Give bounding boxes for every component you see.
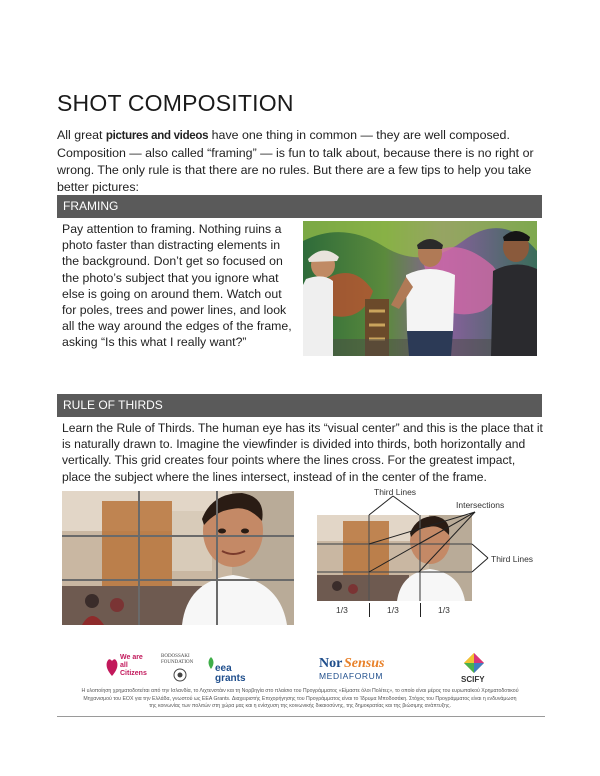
diagram-label-intersections: Intersections — [456, 500, 505, 510]
intro-paragraph — [57, 127, 545, 196]
logo-scify — [459, 652, 489, 688]
logo-we-are-text: We are — [120, 654, 143, 661]
logo-all-text: all — [120, 662, 128, 669]
heart-hand-icon — [105, 656, 119, 678]
bodossaki-emblem-icon — [173, 668, 187, 682]
diagram-third-label: 1/3 — [438, 605, 450, 615]
logo-nor-text: Nor — [319, 656, 343, 671]
logo-citizens-text: Citizens — [120, 670, 147, 677]
logo-eea-grants — [205, 654, 245, 686]
intro-emphasis: pictures and videos — [105, 130, 209, 142]
rule-of-thirds-grid-photo — [62, 491, 294, 625]
diagram-third-label: 1/3 — [387, 605, 399, 615]
logo-bodossaki-foundation — [161, 654, 203, 684]
diagram-label-third-lines-top: Third Lines — [374, 487, 417, 497]
scify-diamond-icon — [463, 652, 485, 674]
logo-eea-text: eea — [215, 663, 232, 674]
logo-sensus-text: Sensus — [344, 656, 385, 671]
footer-logos — [57, 652, 545, 688]
section-heading-framing: FRAMING — [57, 195, 542, 218]
intro-text-1: All great — [57, 128, 106, 142]
footer-disclaimer: Η υλοποίηση χρηματοδοτείται από την Ισλανδία, το Λιχτενστάιν και τη Νορβηγία στο πλαίσιο του Προγράμματος «Είμαστε όλοι Πολίτες», το οποίο είναι μέρος του ευρωπαϊκού Χρηματοδοτικού Μηχανισμού του ΕΟΧ για την Ελλάδα, γνωστού ως EEA Grants. Διαχειριστής Επιχορήγησης του Προγράμματος είναι το Ίδρυμα Μποδοσάκη. Στόχος του Προγράμματος είναι η ενδυνάμωση της κοινωνίας των πολιτών στη χώρα μας και η ενίσχυση της κοινωνικής δικαιοσύνης, της δημοκρατίας και της βιώσιμης ανάπτυξης. — [81, 688, 519, 709]
logo-norsensus-mediaforum — [319, 656, 399, 684]
logo-bodossaki-text: BODOSSAKI — [161, 654, 190, 659]
framing-body: Pay attention to framing. Nothing ruins a photo faster than distracting elements in the background. Don’t get so focused on the photo’s subject that you ignore what else is going on around them. Watch out for poles, trees and power lines, and look all the way around the edges of the frame, asking “Is this what I really want?” — [62, 222, 292, 350]
intro-text-2: have one thing in common — they are well composed. Composition — also called “framing” — is fun to talk about, because there is no right or wrong. The only rule is that there are no rules. But there are a few tips to help you take better pictures: — [57, 128, 534, 194]
logo-mediaforum-text: MEDIAFORUM — [319, 671, 384, 681]
diagram-third-divider — [420, 603, 421, 617]
rule-of-thirds-body: Learn the Rule of Thirds. The human eye has its “visual center” and this is the place that it is naturally drawn to. Imagine the viewfinder is divided into thirds, both horizontally and vertically. This grid creates four points where the lines cross. For the greatest impact, place the subject where the lines intersect, instead of in the center of the frame. — [62, 421, 543, 484]
logo-grants-text: grants — [215, 673, 246, 684]
framing-photo-illustration — [303, 221, 537, 356]
logo-we-are-all-citizens — [105, 654, 155, 684]
section-heading-rule-of-thirds: RULE OF THIRDS — [57, 394, 542, 417]
framing-photo — [303, 221, 537, 356]
footer-divider — [57, 716, 545, 717]
diagram-label-third-lines-right: Third Lines — [491, 554, 534, 564]
page-title: SHOT COMPOSITION — [57, 90, 294, 116]
logo-foundation-text: FOUNDATION — [161, 660, 194, 665]
rule-of-thirds-grid-illustration — [62, 491, 294, 625]
logo-scify-text: SCIFY — [461, 675, 485, 684]
diagram-third-label: 1/3 — [336, 605, 348, 615]
diagram-third-divider — [369, 603, 370, 617]
